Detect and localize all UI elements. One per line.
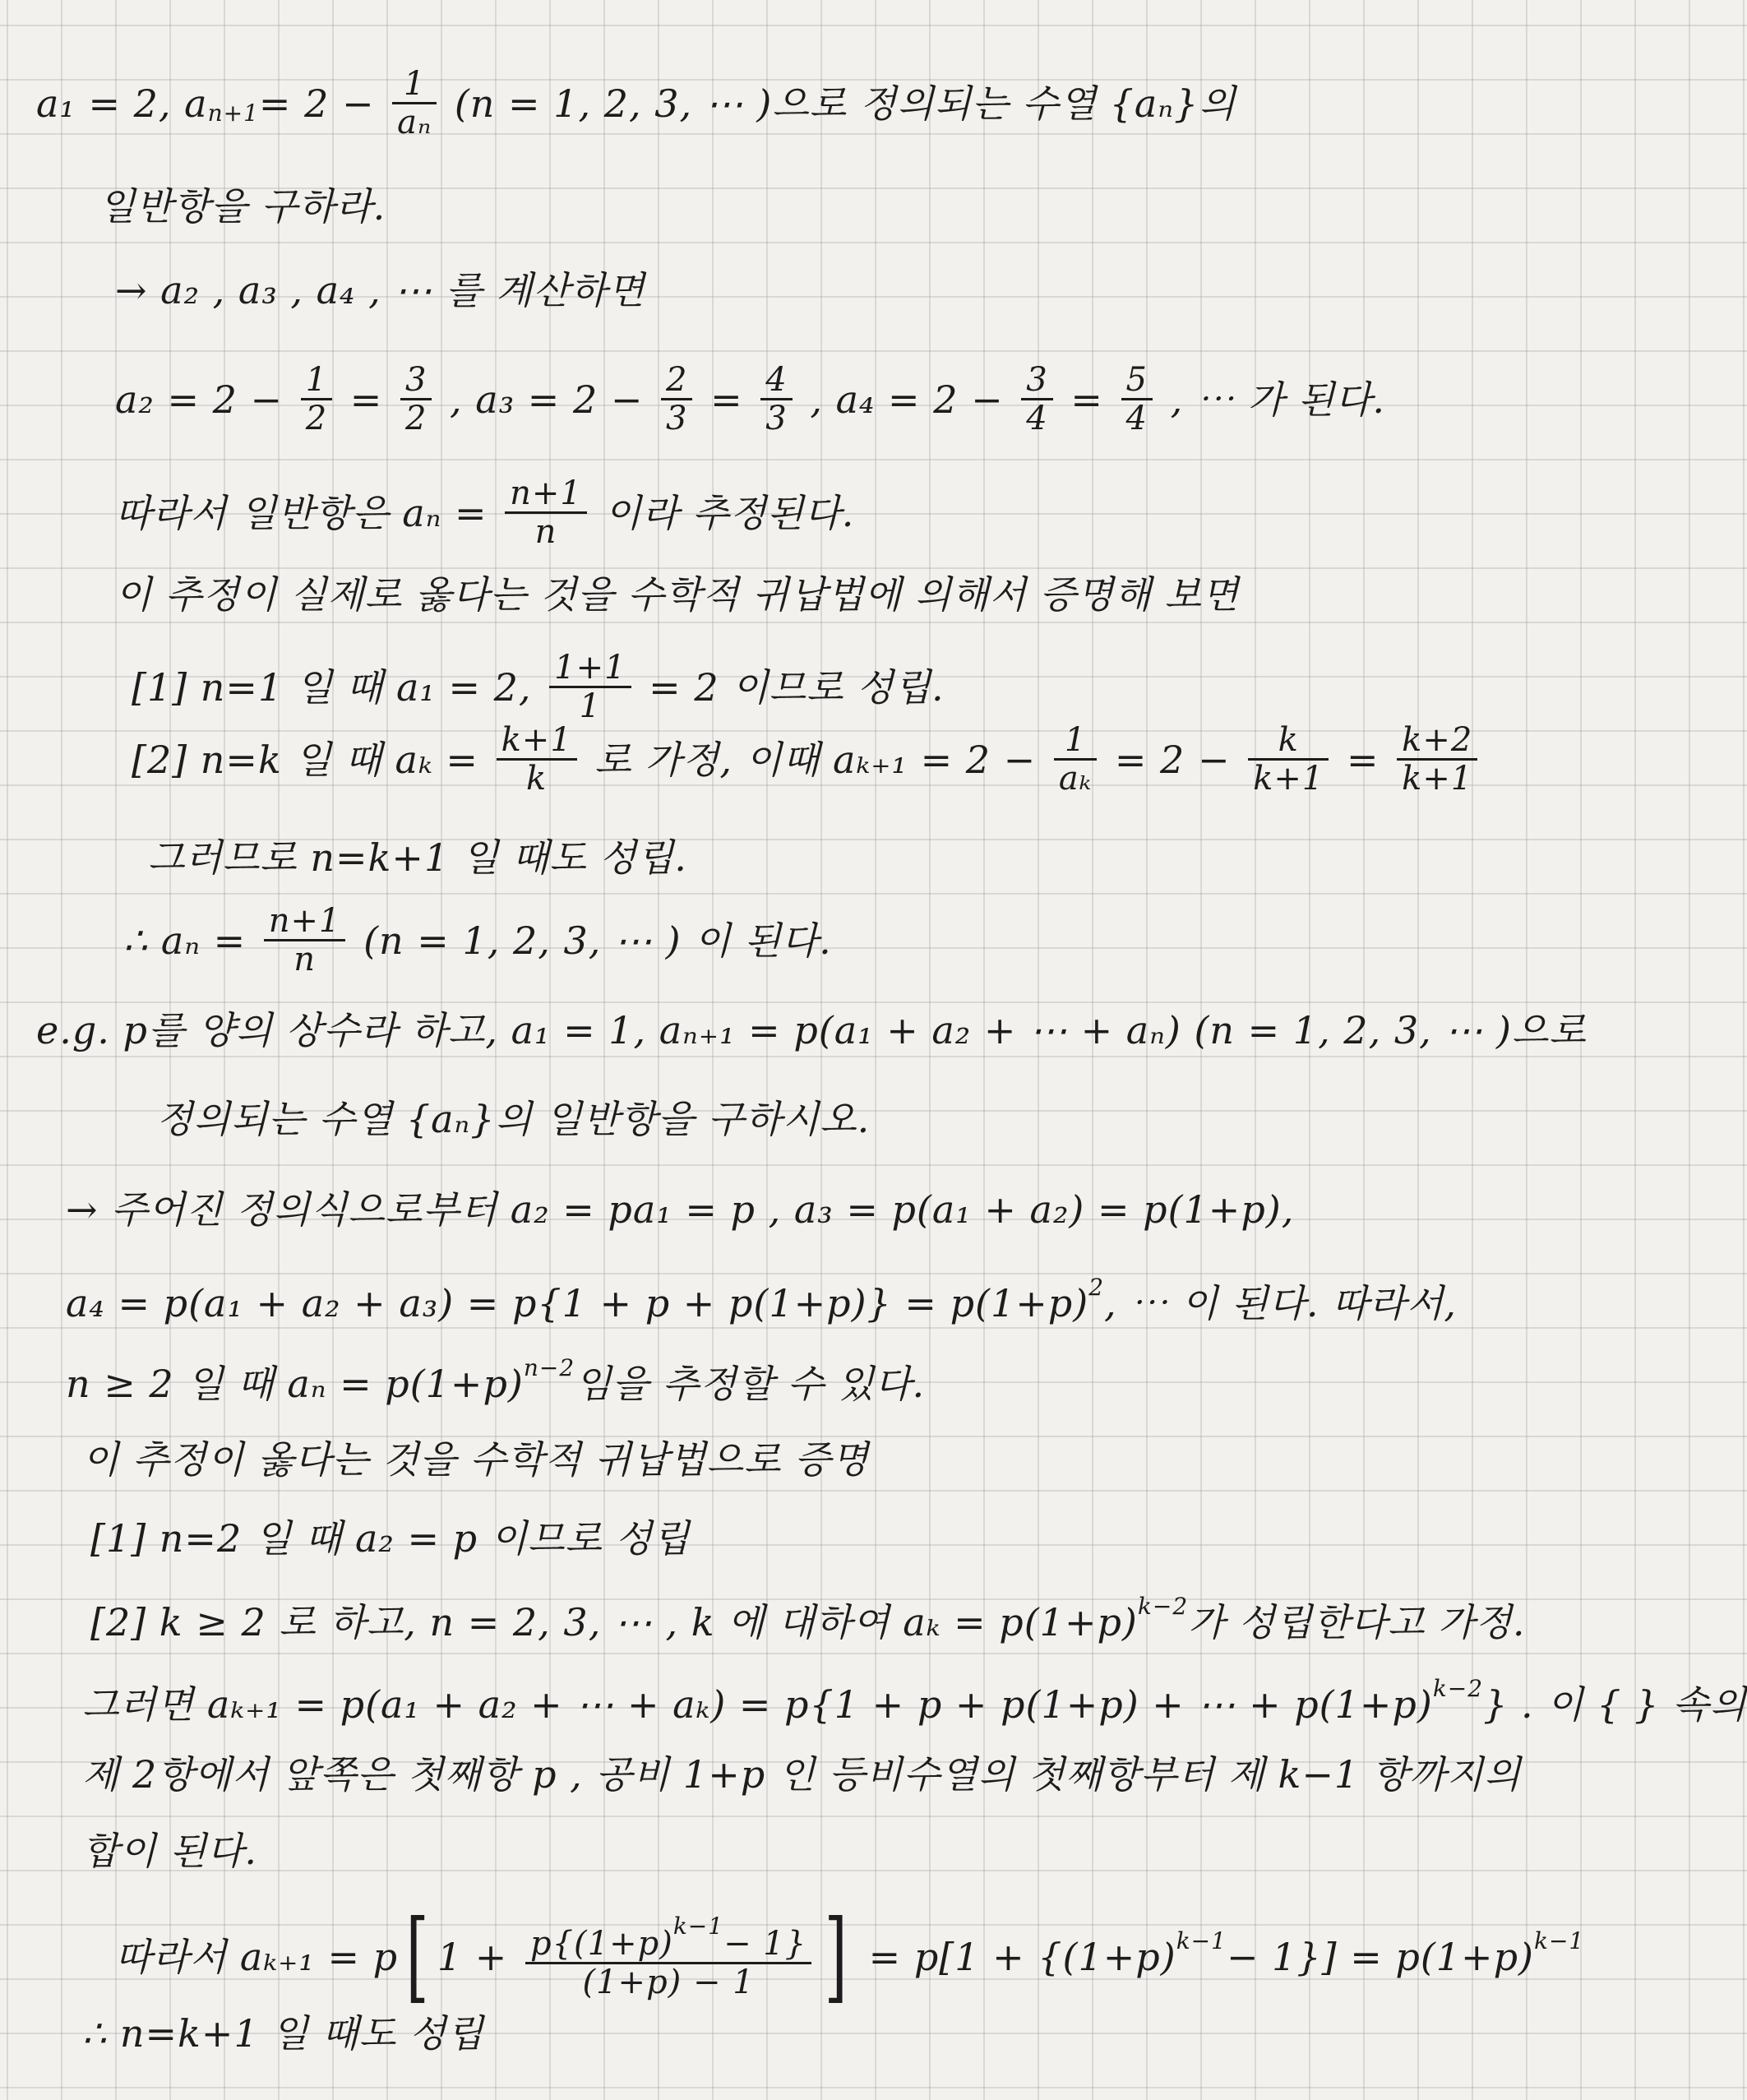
- ex1-proof-intro: 이 추정이 실제로 옳다는 것을 수학적 귀납법에 의해서 증명해 보면: [115, 572, 1240, 617]
- ex2-line6: 이 추정이 옳다는 것을 수학적 귀납법으로 증명: [82, 1437, 870, 1482]
- ex1-step1: [1] n=1 일 때 a₁ = 2, $\frac{1+1}{1}$ = 2 이므로 성립.: [132, 649, 945, 725]
- ex2-line10: 제 2항에서 앞쪽은 첫째항 p , 공비 1+p 인 등비수열의 첫째항부터 제 k−1 항까지의: [82, 1752, 1522, 1797]
- ex1-conclusion: ∴ aₙ = $\frac{n+1}{n}$ (n = 1, 2, 3, ⋯ ) 이 된다.: [123, 902, 832, 978]
- ex2-step2: [2] k ≥ 2 로 하고, n = 2, 3, ⋯ , k 에 대하여 $a_k = p(1+p)^{k-2}$가 성립한다고 가정.: [90, 1593, 1526, 1644]
- ex2-problem: e.g. p를 양의 상수라 하고, a₁ = 1, aₙ₊₁ = p(a₁ + a₂ + ⋯ + aₙ) (n = 1, 2, 3, ⋯ )으로: [36, 1008, 1587, 1052]
- ex1-line2: 일반항을 구하라.: [99, 184, 386, 229]
- ex2-line4: $a_4 = p(a_1 + a_2 + a_3) = p\{1 + p + p(1+p)\} = p(1+p)^2$, ⋯ 이 된다. 따라서,: [66, 1274, 1458, 1325]
- ex2-line5: n ≥ 2 일 때 $a_n = p(1+p)^{n-2}$임을 추정할 수 있다.: [66, 1354, 926, 1406]
- rec-subscript: n+1: [207, 99, 259, 127]
- ex1-calc: a₂ = 2 − $\frac{1}{2}$ = $\frac{3}{2}$ , a₃ = 2 − $\frac{2}{3}$ = $\frac{4}{3}$ , a₄ = 2 − $\frac{3}{4}$ = $\frac{5}{4}$ , ⋯ 가 된다.: [115, 361, 1386, 437]
- fraction: $\frac{1}{\text{aₙ}}$: [392, 66, 437, 141]
- ex1-line3: → a₂ , a₃ , a₄ , ⋯ 를 계산하면: [115, 268, 645, 312]
- ex2-line3: → 주어진 정의식으로부터 a₂ = pa₁ = p , a₃ = p(a₁ + a₂) = p(1+p),: [66, 1187, 1295, 1232]
- ex2-problem2: 정의되는 수열 {aₙ}의 일반항을 구하시오.: [156, 1097, 871, 1141]
- ex1-step2: [2] n=k 일 때 aₖ = $\frac{k+1}{k}$ 로 가정, 이때 aₖ₊₁ = 2 − $\frac{1}{\text{aₖ}}$ = 2 − $\frac{k}{k+1}$ = $\frac{k+2}{k+1}$: [132, 722, 1482, 797]
- ex2-final: 따라서 aₖ₊₁ = p[ 1 + $\frac{p\{(1+p)^{k-1}- 1\}}{(1+p) - 1}$ ] = $p[1 + \{(1+p)^{k-1}- 1\}] = p(1+p)^{k-1}$: [115, 1899, 1585, 2014]
- ex1-guess: 따라서 일반항은 aₙ = $\frac{n+1}{n}$ 이라 추정된다.: [115, 474, 855, 551]
- ex1-step2-conclude: 그러므로 n=k+1 일 때도 성립.: [148, 835, 687, 880]
- ex2-conclude: ∴ n=k+1 일 때도 성립: [82, 2011, 484, 2056]
- ex2-line11: 합이 된다.: [82, 1829, 257, 1873]
- ex2-step1: [1] n=2 일 때 a₂ = p 이므로 성립: [90, 1516, 691, 1561]
- ex1-problem: a₁ = 2, $a_{n+1}= 2$ − $\frac{1}{\text{aₙ}}$ (n = 1, 2, 3, ⋯ )으로 정의되는 수열 {aₙ}의: [36, 65, 1236, 141]
- ex2-line9: 그러면 aₖ₊₁ = p(a₁ + a₂ + ⋯ + aₖ) = p{1 + p + p(1+p) + ⋯ + $p(1+p)^{k-2}$} . 이 { } 속의: [82, 1675, 1747, 1727]
